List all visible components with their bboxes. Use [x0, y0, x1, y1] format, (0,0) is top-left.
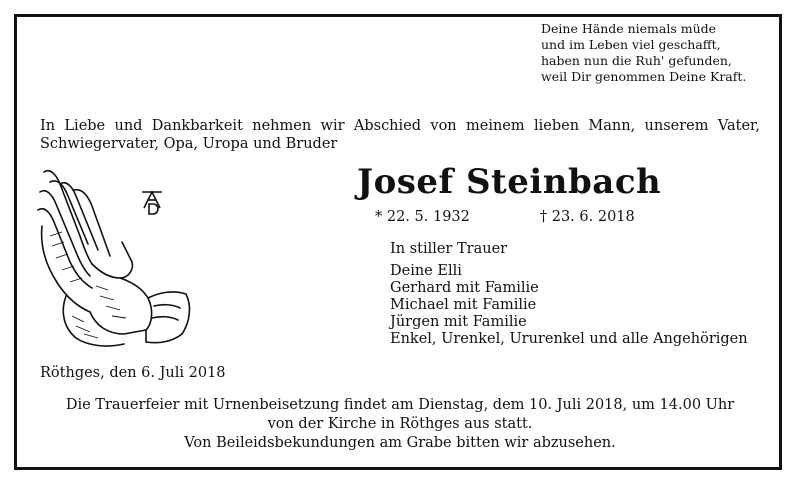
intro-text: In Liebe und Dankbarkeit nehmen wir Abschied von meinem lieben Mann, unserem Vater, Schwiegervater, Opa, Uropa und Bruder	[40, 118, 760, 152]
mourners-list	[390, 263, 748, 348]
mourner-item: Enkel, Urenkel, Ururenkel und alle Angehörigen	[390, 331, 748, 347]
poem-line: weil Dir genommen Deine Kraft.	[541, 69, 747, 84]
mourner-item: Gerhard mit Familie	[390, 280, 539, 296]
praying-hands-icon	[36, 166, 196, 356]
poem	[541, 21, 746, 85]
poem-line: Deine Hände niemals müde	[541, 21, 717, 36]
deceased-name: Josef Steinbach	[357, 162, 662, 202]
poem-line: haben nun die Ruh' gefunden,	[541, 53, 732, 68]
death-date: † 23. 6. 2018	[539, 209, 635, 225]
mourner-item: Jürgen mit Familie	[390, 314, 527, 330]
mourner-item: Michael mit Familie	[390, 297, 537, 313]
footer-line: von der Kirche in Röthges aus statt.	[267, 416, 533, 432]
funeral-notice	[40, 396, 760, 453]
footer-line: Von Beileidsbekundungen am Grabe bitten wir abzusehen.	[184, 435, 616, 451]
footer-line: Die Trauerfeier mit Urnenbeisetzung findet am Dienstag, dem 10. Juli 2018, um 14.00 Uhr	[65, 397, 735, 413]
place-date: Röthges, den 6. Juli 2018	[40, 365, 226, 381]
mourner-item: Deine Elli	[390, 263, 462, 279]
birth-date: * 22. 5. 1932	[375, 209, 470, 225]
poem-line: und im Leben viel geschafft,	[541, 37, 721, 52]
mourners-heading: In stiller Trauer	[390, 241, 508, 257]
life-dates	[375, 209, 635, 225]
